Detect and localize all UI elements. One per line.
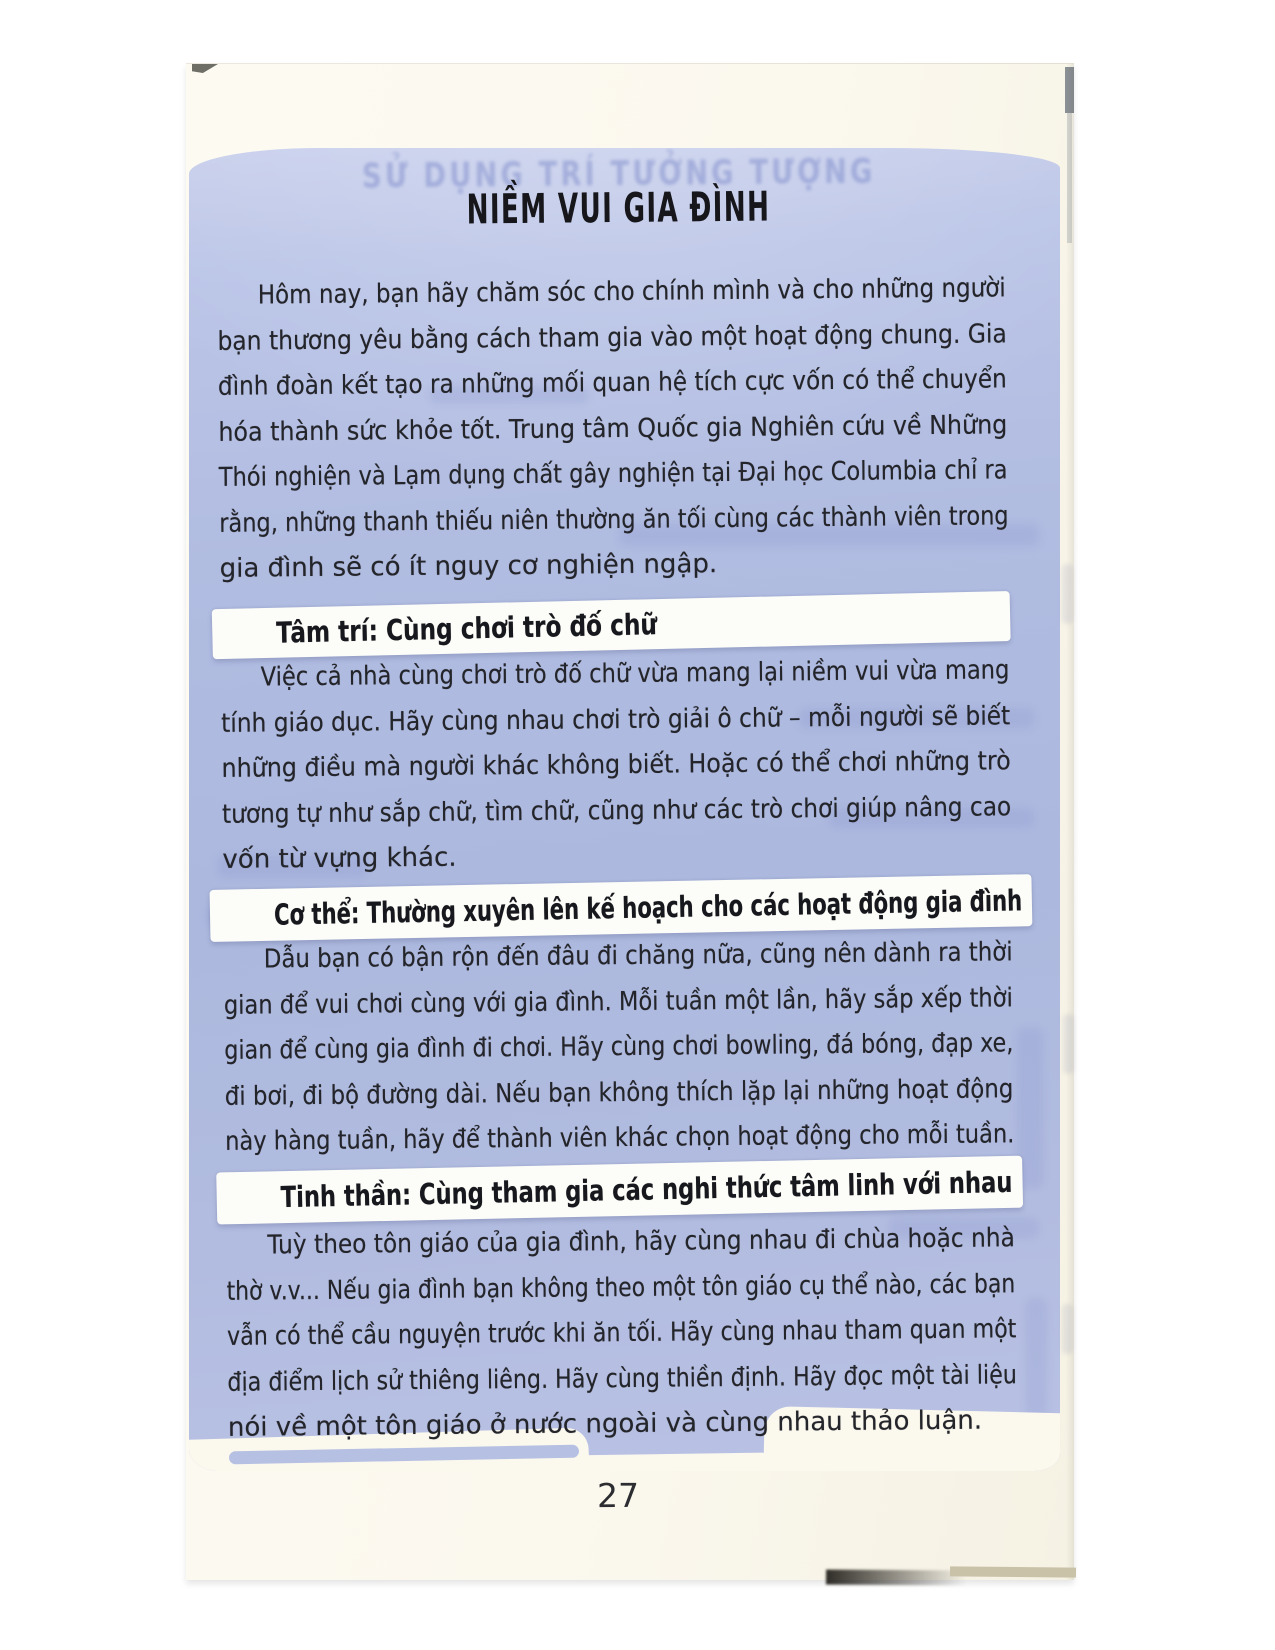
text-line: địa điểm lịch sử thiêng liêng. Hãy cùng thiền định. Hãy đọc một tài liệu	[227, 1359, 1017, 1398]
text-line: Dẫu bạn có bận rộn đến đâu đi chăng nữa, cũng nên dành ra thời	[263, 937, 1013, 975]
text-line: hóa thành sức khỏe tốt. Trung tâm Quốc gia Nghiên cứu về Những	[218, 409, 1008, 448]
page-title	[189, 180, 1054, 236]
section-paragraph-body	[223, 930, 1014, 1165]
page-number: 27	[596, 1475, 640, 1516]
text-line: gia đình sẽ có ít nguy cơ nghiện ngập.	[219, 549, 718, 584]
bleed-through-smudge	[1062, 1304, 1073, 1354]
bleed-through-smudge	[1063, 1014, 1074, 1074]
page-content	[189, 148, 1060, 1471]
book-page	[186, 63, 1074, 1580]
intro-paragraph	[217, 266, 1009, 592]
text-line: gian để vui chơi cùng với gia đình. Mỗi tuần một lần, hãy sắp xếp thời	[223, 982, 1013, 1021]
section-paragraph-spirit	[226, 1216, 1017, 1451]
text-line: những điều mà người khác không biết. Hoặc có thể chơi những trò	[221, 746, 1011, 784]
text-line: đình đoàn kết tạo ra những mối quan hệ tích cực vốn có thể chuyển	[217, 364, 1007, 402]
text-line: tương tự như sắp chữ, tìm chữ, cũng như các trò chơi giúp nâng cao	[221, 791, 1012, 830]
photo-edge-strip	[1065, 67, 1074, 113]
text-line: Việc cả nhà cùng chơi trò đố chữ vừa mang lại niềm vui vừa mang	[260, 655, 1010, 693]
text-line: đi bơi, đi bộ đường dài. Nếu bạn không thích lặp lại những hoạt động	[224, 1073, 1014, 1112]
photo-bottom-shadow	[826, 1570, 966, 1586]
text-line: bạn thương yêu bằng cách tham gia vào một hoạt động chung. Gia	[217, 318, 1007, 357]
text-line: Tuỳ theo tôn giáo của gia đình, hãy cùng nhau đi chùa hoặc nhà	[267, 1223, 1015, 1261]
section-heading-body: Cơ thể: Thường xuyên lên kế hoạch cho các hoạt động gia đình	[273, 883, 1023, 932]
section-heading-spirit: Tinh thần: Cùng tham gia các nghi thức tâm linh với nhau	[280, 1164, 1013, 1215]
page-title-text: NIỀM VUI GIA ĐÌNH	[466, 182, 771, 234]
text-line: Thói nghiện và Lạm dụng chất gây nghiện tại Đại học Columbia chỉ ra	[218, 455, 1008, 493]
printed-area	[189, 148, 1060, 1471]
photo-bottom-edge	[950, 1566, 1076, 1577]
text-line: tính giáo dục. Hãy cùng nhau chơi trò giải ô chữ – mỗi người sẽ biết	[221, 700, 1011, 739]
section-heading-bar-spirit	[216, 1156, 1023, 1225]
text-line: nói về một tôn giáo ở nước ngoài và cùng nhau thảo luận.	[227, 1405, 983, 1443]
text-line: gian để cùng gia đình đi chơi. Hãy cùng chơi bowling, đá bóng, đạp xe,	[224, 1028, 1014, 1066]
text-line: vốn từ vựng khác.	[222, 842, 457, 875]
bleed-through-heading-text: SỬ DỤNG TRÍ TƯỞNG TƯỢNG	[361, 151, 876, 197]
text-line: Hôm nay, bạn hãy chăm sóc cho chính mình và cho những người	[257, 273, 1006, 311]
page-corner-shadow	[192, 64, 218, 73]
text-line: này hàng tuần, hãy để thành viên khác chọn hoạt động cho mỗi tuần.	[225, 1119, 1015, 1157]
section-paragraph-mind	[221, 648, 1012, 883]
text-line: thờ v.v... Nếu gia đình bạn không theo một tôn giáo cụ thể nào, các bạn	[226, 1268, 1016, 1307]
text-line: vẫn có thể cầu nguyện trước khi ăn tối. Hãy cùng nhau tham quan một	[226, 1314, 1017, 1352]
bleed-through-smudge	[1062, 564, 1073, 624]
section-heading-mind: Tâm trí: Cùng chơi trò đố chữ	[275, 607, 658, 650]
text-line: rằng, những thanh thiếu niên thường ăn tối cùng các thành viên trong	[219, 500, 1009, 539]
